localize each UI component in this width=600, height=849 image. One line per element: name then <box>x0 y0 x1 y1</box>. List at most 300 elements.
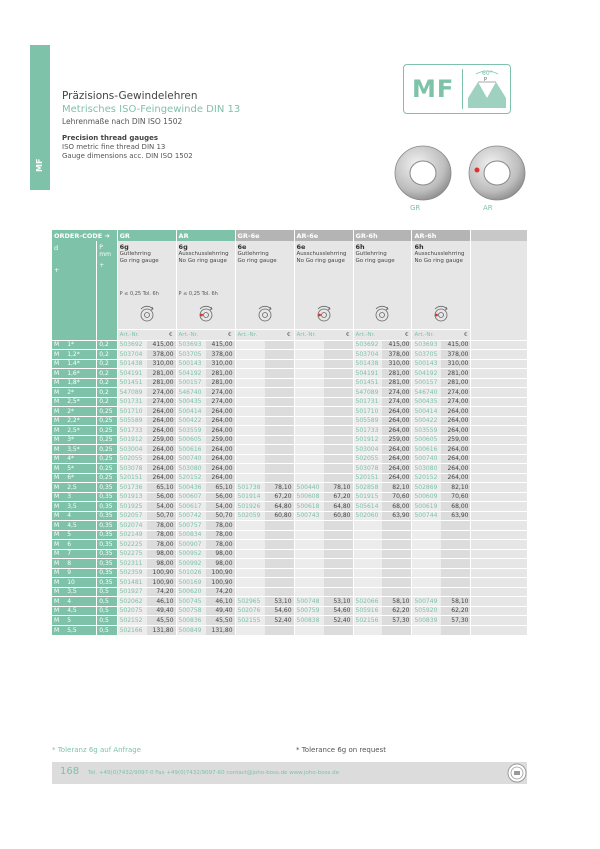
price: 62,20 <box>382 606 412 616</box>
price: 78,10 <box>324 483 354 493</box>
article-number: 500414 <box>412 407 441 417</box>
article-number <box>412 587 441 597</box>
thread-pitch: 0,2 <box>97 350 117 360</box>
group-header-gr: GR <box>117 230 176 241</box>
article-number <box>294 426 323 436</box>
price: 274,00 <box>382 388 412 398</box>
price: 50,70 <box>206 511 236 521</box>
table-row <box>52 407 527 417</box>
price: 74,20 <box>206 587 236 597</box>
price <box>265 416 295 426</box>
table-row <box>52 340 527 350</box>
price <box>441 549 471 559</box>
price: 57,30 <box>382 616 412 626</box>
gauge-table <box>52 230 527 635</box>
price <box>324 435 354 445</box>
thread-pitch: 0,2 <box>97 378 117 388</box>
article-number: 502965 <box>235 597 264 607</box>
article-number <box>235 454 264 464</box>
article-number: 502155 <box>235 616 264 626</box>
gauge-symbol-2 <box>235 301 294 329</box>
thread-pitch: 0,2 <box>97 340 117 350</box>
table-row <box>52 483 527 493</box>
price: 264,00 <box>441 445 471 455</box>
table-row <box>52 549 527 559</box>
price <box>265 578 295 588</box>
price: 53,10 <box>324 597 354 607</box>
price: 281,00 <box>441 378 471 388</box>
art-nr-header: Art.-Nr. <box>353 329 382 340</box>
price <box>265 359 295 369</box>
desc-ar: 6g Ausschusslehrring No Go ring gauge P ≤ 0,25 Tol. 6h <box>176 241 235 301</box>
price: 131,80 <box>147 625 176 635</box>
thread-size: M 4* <box>52 454 97 464</box>
price: 56,00 <box>147 492 176 502</box>
article-number: 502869 <box>412 483 441 493</box>
thread-pitch: 0,5 <box>97 616 117 626</box>
thread-size: M 2* <box>52 407 97 417</box>
price <box>382 530 412 540</box>
thread-size: M 2,2* <box>52 416 97 426</box>
article-number: 500757 <box>176 521 205 531</box>
price: 274,00 <box>206 397 236 407</box>
thread-size: M 1,6* <box>52 369 97 379</box>
footnote-en: * Tolerance 6g on request <box>296 746 387 754</box>
article-number: 546740 <box>176 388 205 398</box>
price: 98,00 <box>147 559 176 569</box>
article-number <box>235 559 264 569</box>
article-number <box>235 578 264 588</box>
euro-header: € <box>147 329 176 340</box>
table-row <box>52 445 527 455</box>
group-header-gr-6e: GR-6e <box>235 230 294 241</box>
price: 54,00 <box>206 502 236 512</box>
article-number: 503692 <box>353 340 382 350</box>
article-number <box>412 549 441 559</box>
price: 63,90 <box>441 511 471 521</box>
gauge-symbol-3 <box>294 301 353 329</box>
article-number <box>294 388 323 398</box>
price: 264,00 <box>147 416 176 426</box>
article-number <box>412 625 441 635</box>
article-number: 500744 <box>412 511 441 521</box>
price: 46,10 <box>206 597 236 607</box>
article-number: 501731 <box>117 397 146 407</box>
price <box>324 416 354 426</box>
price: 82,10 <box>441 483 471 493</box>
article-number: 500740 <box>176 454 205 464</box>
article-number: 500834 <box>176 530 205 540</box>
price: 78,00 <box>206 521 236 531</box>
price <box>324 473 354 483</box>
article-number: 501710 <box>117 407 146 417</box>
price: 65,10 <box>147 483 176 493</box>
article-number: 503704 <box>117 350 146 360</box>
article-number <box>294 578 323 588</box>
article-number <box>235 530 264 540</box>
price <box>265 454 295 464</box>
article-number <box>235 464 264 474</box>
article-number <box>294 464 323 474</box>
table-row <box>52 473 527 483</box>
price: 60,80 <box>265 511 295 521</box>
thread-size: M 4,5 <box>52 521 97 531</box>
article-number: 500157 <box>412 378 441 388</box>
thread-pitch: 0,25 <box>97 473 117 483</box>
article-number: 502060 <box>353 511 382 521</box>
price <box>324 359 354 369</box>
thread-size: M 1,2* <box>52 350 97 360</box>
article-number: 500143 <box>176 359 205 369</box>
thread-pitch: 0,25 <box>97 426 117 436</box>
thread-type-logo <box>403 64 511 114</box>
article-number <box>294 549 323 559</box>
price <box>265 530 295 540</box>
price: 98,00 <box>206 559 236 569</box>
article-number: 502075 <box>117 606 146 616</box>
price <box>324 340 354 350</box>
price: 264,00 <box>382 445 412 455</box>
article-number: 502059 <box>235 511 264 521</box>
price <box>324 540 354 550</box>
thread-pitch: 0,2 <box>97 359 117 369</box>
price: 281,00 <box>441 369 471 379</box>
price: 45,50 <box>206 616 236 626</box>
article-number: 501912 <box>353 435 382 445</box>
title-de: Präzisions-Gewindelehren <box>62 90 198 102</box>
article-number: 504192 <box>176 369 205 379</box>
desc-gr-6e: 6e Gutlehrring Go ring gauge <box>235 241 294 301</box>
thread-pitch: 0,35 <box>97 511 117 521</box>
price: 259,00 <box>382 435 412 445</box>
table-row <box>52 606 527 616</box>
thread-size: M 3* <box>52 435 97 445</box>
contact-info: Tel. +49(0)7432/9097-0 Fax +49(0)7432/9097-60 contact@joho-boss.de www.joho-boss.de <box>88 770 339 776</box>
article-number: 500414 <box>176 407 205 417</box>
price: 74,20 <box>147 587 176 597</box>
article-number: 520151 <box>117 473 146 483</box>
price <box>441 559 471 569</box>
article-number <box>353 587 382 597</box>
price: 58,10 <box>441 597 471 607</box>
article-number <box>235 568 264 578</box>
price <box>441 530 471 540</box>
price <box>265 568 295 578</box>
column-d-header: d + <box>52 241 97 340</box>
price <box>265 397 295 407</box>
price <box>265 388 295 398</box>
article-number <box>235 625 264 635</box>
article-number <box>294 369 323 379</box>
thread-pitch: 0,35 <box>97 521 117 531</box>
article-number <box>353 540 382 550</box>
subtitle-de: Metrisches ISO-Feingewinde DIN 13 <box>62 104 241 115</box>
title-block <box>62 90 240 160</box>
price <box>324 587 354 597</box>
price: 98,00 <box>206 549 236 559</box>
article-number <box>294 378 323 388</box>
page-number: 168 <box>60 766 80 777</box>
price <box>324 388 354 398</box>
group-header-ar: AR <box>176 230 235 241</box>
thread-size: M 2,5* <box>52 397 97 407</box>
thread-size: M 3 <box>52 492 97 502</box>
article-number <box>353 568 382 578</box>
table-row <box>52 426 527 436</box>
price: 378,00 <box>441 350 471 360</box>
article-number <box>294 397 323 407</box>
price <box>382 559 412 569</box>
price: 78,00 <box>147 521 176 531</box>
article-number <box>235 540 264 550</box>
price <box>324 521 354 531</box>
article-number <box>294 530 323 540</box>
article-number: 505920 <box>412 606 441 616</box>
table-row <box>52 502 527 512</box>
note-en: Gauge dimensions acc. DIN ISO 1502 <box>62 152 193 160</box>
euro-header: € <box>382 329 412 340</box>
title-en: Precision thread gauges <box>62 134 159 142</box>
table-row <box>52 416 527 426</box>
article-number: 500169 <box>176 578 205 588</box>
price: 49,40 <box>206 606 236 616</box>
article-number <box>235 397 264 407</box>
article-number: 503692 <box>117 340 146 350</box>
price <box>441 587 471 597</box>
article-number: 502275 <box>117 549 146 559</box>
price <box>441 578 471 588</box>
price <box>324 454 354 464</box>
table-row <box>52 625 527 635</box>
price: 274,00 <box>382 397 412 407</box>
article-number: 500605 <box>412 435 441 445</box>
article-number: 502149 <box>117 530 146 540</box>
article-number <box>235 587 264 597</box>
price: 264,00 <box>206 426 236 436</box>
price: 100,90 <box>206 578 236 588</box>
article-number: 503559 <box>412 426 441 436</box>
article-number: 501915 <box>353 492 382 502</box>
price <box>382 540 412 550</box>
article-number <box>294 350 323 360</box>
price: 78,00 <box>147 530 176 540</box>
article-number <box>294 435 323 445</box>
go-ring-gauge-image <box>392 143 454 203</box>
desc-gr-6h: 6h Gutlehrring Go ring gauge <box>353 241 412 301</box>
article-number <box>412 559 441 569</box>
price: 274,00 <box>206 388 236 398</box>
price: 52,40 <box>265 616 295 626</box>
price <box>265 445 295 455</box>
column-p-header: P mm + <box>97 241 117 340</box>
thread-size: M 4,5 <box>52 606 97 616</box>
thread-pitch: 0,35 <box>97 502 117 512</box>
no-go-ring-gauge-image <box>466 143 528 203</box>
table-row <box>52 435 527 445</box>
price: 259,00 <box>206 435 236 445</box>
price: 259,00 <box>147 435 176 445</box>
price: 78,00 <box>147 540 176 550</box>
thread-pitch: 0,2 <box>97 397 117 407</box>
go-gauge-icon <box>372 305 392 323</box>
article-number: 502311 <box>117 559 146 569</box>
price: 281,00 <box>147 378 176 388</box>
table-row <box>52 616 527 626</box>
article-number: 500619 <box>412 502 441 512</box>
thread-pitch: 0,35 <box>97 559 117 569</box>
article-number: 503704 <box>353 350 382 360</box>
price <box>265 540 295 550</box>
price: 281,00 <box>206 369 236 379</box>
article-number <box>412 540 441 550</box>
thread-size: M 2,5 <box>52 483 97 493</box>
article-number <box>294 454 323 464</box>
price <box>324 578 354 588</box>
article-number: 500436 <box>176 483 205 493</box>
thread-size: M 9 <box>52 568 97 578</box>
article-number: 501438 <box>117 359 146 369</box>
table-row <box>52 521 527 531</box>
article-number: 503693 <box>412 340 441 350</box>
price: 264,00 <box>441 416 471 426</box>
price: 82,10 <box>382 483 412 493</box>
price: 274,00 <box>147 397 176 407</box>
article-number: 503559 <box>176 426 205 436</box>
price: 45,50 <box>147 616 176 626</box>
article-number: 502156 <box>353 616 382 626</box>
price: 70,60 <box>382 492 412 502</box>
thread-pitch: 0,35 <box>97 578 117 588</box>
no-go-gauge-icon <box>196 305 216 323</box>
footnote-de: * Toleranz 6g auf Anfrage <box>52 746 141 754</box>
article-number <box>294 521 323 531</box>
thread-pitch: 0,35 <box>97 483 117 493</box>
price: 60,80 <box>324 511 354 521</box>
price: 264,00 <box>206 473 236 483</box>
thread-pitch: 0,25 <box>97 445 117 455</box>
table-row <box>52 492 527 502</box>
price <box>441 540 471 550</box>
table-row <box>52 587 527 597</box>
euro-header: € <box>441 329 471 340</box>
group-header-gr-6h: GR-6h <box>353 230 412 241</box>
thread-pitch: 0,25 <box>97 407 117 417</box>
article-number: 500838 <box>294 616 323 626</box>
price <box>265 464 295 474</box>
price <box>382 625 412 635</box>
article-number <box>235 521 264 531</box>
logo-divider <box>462 69 463 109</box>
price <box>265 549 295 559</box>
price <box>265 521 295 531</box>
price: 78,00 <box>206 540 236 550</box>
thread-size: M 3,5* <box>52 445 97 455</box>
price: 264,00 <box>382 407 412 417</box>
price: 52,40 <box>324 616 354 626</box>
article-number <box>294 445 323 455</box>
price: 264,00 <box>206 454 236 464</box>
price: 64,80 <box>265 502 295 512</box>
thread-pitch: 0,35 <box>97 492 117 502</box>
price <box>324 369 354 379</box>
logo-text: MF <box>412 75 455 103</box>
article-number: 500839 <box>412 616 441 626</box>
article-number: 501710 <box>353 407 382 417</box>
thread-pitch: 0,2 <box>97 369 117 379</box>
price: 310,00 <box>147 359 176 369</box>
article-number: 502359 <box>117 568 146 578</box>
price: 264,00 <box>441 464 471 474</box>
price <box>265 378 295 388</box>
article-number: 502166 <box>117 625 146 635</box>
thread-pitch: 0,25 <box>97 464 117 474</box>
price: 264,00 <box>441 454 471 464</box>
desc-gr: 6g Gutlehrring Go ring gauge P ≤ 0,25 Tol. 6h <box>117 241 176 301</box>
thread-pitch: 0,5 <box>97 606 117 616</box>
price: 264,00 <box>441 407 471 417</box>
thread-size: M 5 <box>52 530 97 540</box>
article-number <box>235 435 264 445</box>
thread-size: M 2* <box>52 388 97 398</box>
table-row <box>52 397 527 407</box>
no-go-gauge-icon <box>431 305 451 323</box>
article-number: 500743 <box>294 511 323 521</box>
article-number: 500907 <box>176 540 205 550</box>
article-number <box>235 350 264 360</box>
thread-size: M 5* <box>52 464 97 474</box>
thread-size: M 7 <box>52 549 97 559</box>
price <box>324 445 354 455</box>
price <box>324 426 354 436</box>
price: 68,00 <box>441 502 471 512</box>
table-row <box>52 540 527 550</box>
price <box>265 435 295 445</box>
article-number: 500616 <box>176 445 205 455</box>
gauge-symbol-1 <box>176 301 235 329</box>
article-number: 500609 <box>412 492 441 502</box>
article-number: 500440 <box>294 483 323 493</box>
price: 264,00 <box>206 464 236 474</box>
thread-pitch: 0,5 <box>97 597 117 607</box>
price: 264,00 <box>441 426 471 436</box>
article-number: 501913 <box>117 492 146 502</box>
article-number: 502152 <box>117 616 146 626</box>
price: 53,10 <box>265 597 295 607</box>
price <box>324 549 354 559</box>
thread-size: M 1,8* <box>52 378 97 388</box>
price: 131,80 <box>206 625 236 635</box>
article-number: 502074 <box>117 521 146 531</box>
article-number: 500608 <box>294 492 323 502</box>
euro-header: € <box>206 329 236 340</box>
thread-size: M 2,5* <box>52 426 97 436</box>
article-number: 501438 <box>353 359 382 369</box>
article-number: 546740 <box>412 388 441 398</box>
thread-size: M 6 <box>52 540 97 550</box>
article-number: 500616 <box>412 445 441 455</box>
art-nr-header: Art.-Nr. <box>294 329 323 340</box>
thread-pitch: 0,35 <box>97 568 117 578</box>
price <box>324 625 354 635</box>
thread-size: M 1,4* <box>52 359 97 369</box>
article-number: 500742 <box>176 511 205 521</box>
price: 259,00 <box>441 435 471 445</box>
article-number: 503004 <box>117 445 146 455</box>
art-nr-header: Art.-Nr. <box>412 329 441 340</box>
price <box>382 568 412 578</box>
article-number: 504192 <box>412 369 441 379</box>
article-number: 500620 <box>176 587 205 597</box>
